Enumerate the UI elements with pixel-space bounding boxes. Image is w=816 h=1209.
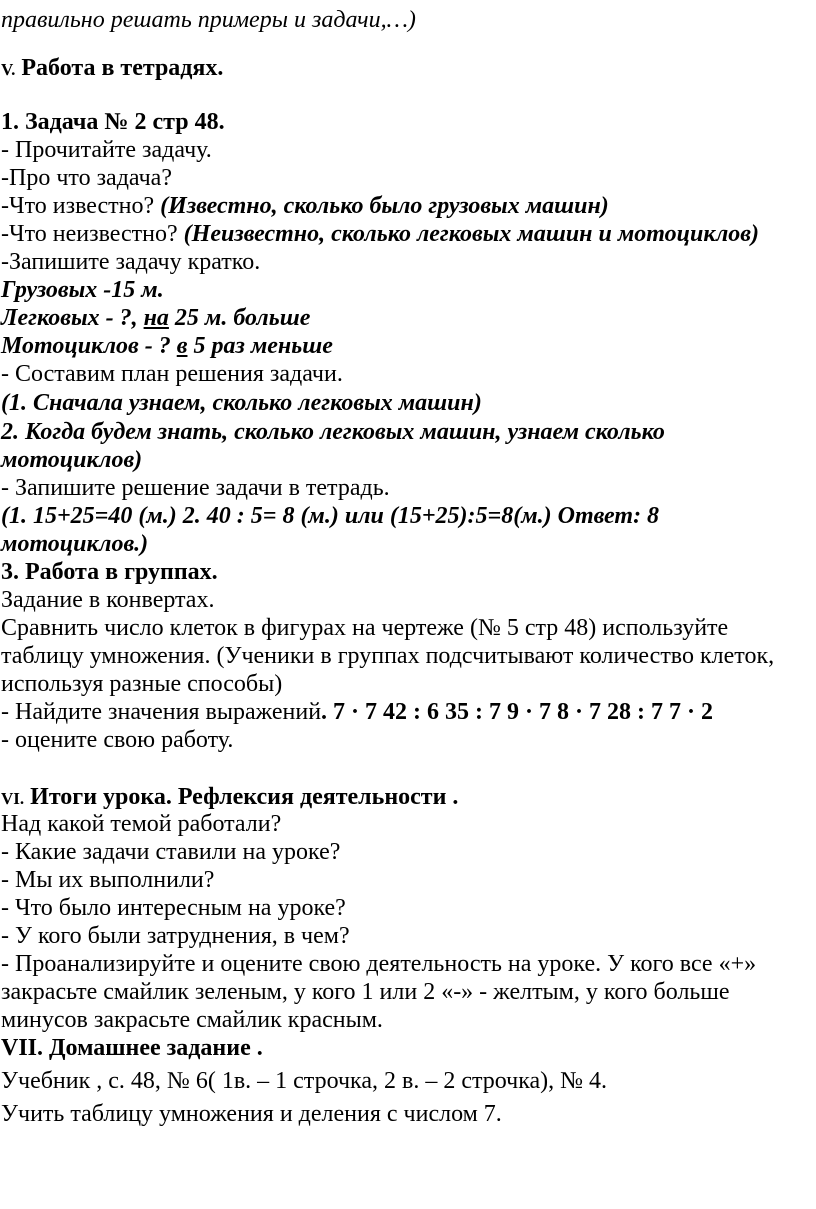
note-text: Мотоциклов - ? xyxy=(1,333,177,359)
text-line: - Проанализируйте и оцените свою деятельность на уроке. У кого все «+» xyxy=(1,951,757,977)
heading-text: Работа в тетрадях. xyxy=(15,55,224,81)
text-line: - Мы их выполнили? xyxy=(1,867,215,893)
expressions-line xyxy=(1,698,713,726)
text-line: - Составим план решения задачи. xyxy=(1,361,343,387)
expressions: . 7 · 7 42 : 6 35 : 7 9 · 7 8 · 7 28 : 7 7 · 2 xyxy=(321,699,714,725)
note-text: 5 раз меньше xyxy=(187,333,333,359)
text-line: таблицу умножения. (Ученики в группах подсчитывают количество клеток, xyxy=(1,643,775,669)
text-line: используя разные способы) xyxy=(1,671,283,697)
text-line: - У кого были затруднения, в чем? xyxy=(1,923,350,949)
section-heading-vi xyxy=(1,783,458,813)
question: -Что неизвестно? xyxy=(1,221,184,247)
group-work-heading: 3. Работа в группах. xyxy=(1,559,218,585)
underlined-word: в xyxy=(176,333,188,359)
heading-text: Итоги урока. Рефлексия деятельности . xyxy=(24,784,459,810)
answer: (Неизвестно, сколько легковых машин и мотоциклов) xyxy=(183,221,760,247)
plan-line: мотоциклов) xyxy=(1,447,143,473)
homework-line: Учебник , с. 48, № 6( 1в. – 1 строчка, 2 в. – 2 строчка), № 4. xyxy=(1,1068,608,1094)
text-line: - Какие задачи ставили на уроке? xyxy=(1,839,341,865)
short-note-line xyxy=(1,332,333,360)
text-line: минусов закрасьте смайлик красным. xyxy=(1,1007,383,1033)
roman-numeral: V. xyxy=(1,60,16,79)
text-line: - оцените свою работу. xyxy=(1,727,234,753)
plan-line: (1. Сначала узнаем, сколько легковых машин) xyxy=(1,390,482,416)
text-line: Задание в конвертах. xyxy=(1,587,215,613)
text-line xyxy=(1,220,759,248)
note-text: Легковых - ?, xyxy=(1,305,144,331)
solution-line: (1. 15+25=40 (м.) 2. 40 : 5= 8 (м.) или (15+25):5=8(м.) Ответ: 8 xyxy=(1,503,660,529)
instruction: - Найдите значения выражений xyxy=(1,699,322,725)
section-heading-v xyxy=(1,54,223,84)
plan-line: 2. Когда будем знать, сколько легковых машин, узнаем сколько xyxy=(1,419,665,445)
homework-line: Учить таблицу умножения и деления с числом 7. xyxy=(1,1101,502,1127)
text-line: - Прочитайте задачу. xyxy=(1,137,212,163)
note-text: 25 м. больше xyxy=(168,305,311,331)
answer: (Известно, сколько было грузовых машин) xyxy=(160,193,609,219)
text-line: Над какой темой работали? xyxy=(1,811,282,837)
solution-line: мотоциклов.) xyxy=(1,531,149,557)
roman-numeral: VI. xyxy=(1,789,25,808)
short-note-line: Грузовых -15 м. xyxy=(1,277,164,303)
text-line: закрасьте смайлик зеленым, у кого 1 или 2 «-» - желтым, у кого больше xyxy=(1,979,730,1005)
text-line: Сравнить число клеток в фигурах на чертеже (№ 5 стр 48) используйте xyxy=(1,615,729,641)
question: -Что известно? xyxy=(1,193,161,219)
text-line: - Запишите решение задачи в тетрадь. xyxy=(1,475,390,501)
short-note-line xyxy=(1,304,310,332)
underlined-word: на xyxy=(143,305,169,331)
task-heading: 1. Задача № 2 стр 48. xyxy=(1,109,225,135)
text-line: -Запишите задачу кратко. xyxy=(1,249,261,275)
text-line xyxy=(1,192,609,220)
text-line: - Что было интересным на уроке? xyxy=(1,895,346,921)
text-line: -Про что задача? xyxy=(1,165,172,191)
text-line: правильно решать примеры и задачи,…) xyxy=(1,7,416,33)
section-heading-vii: VII. Домашнее задание . xyxy=(1,1035,263,1061)
